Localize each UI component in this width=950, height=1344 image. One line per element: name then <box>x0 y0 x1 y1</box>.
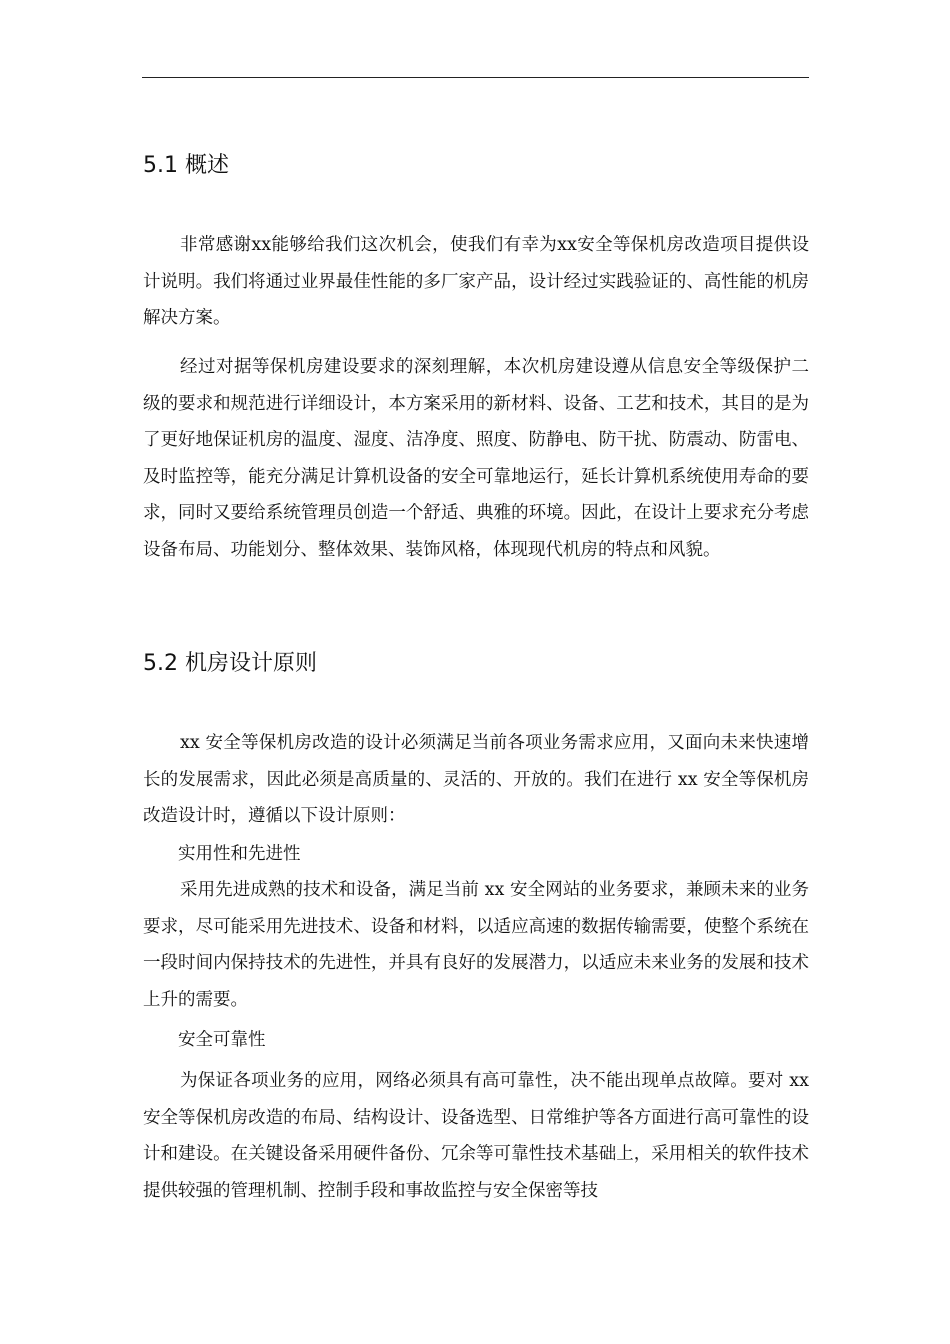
principle-title-reliability: 安全可靠性 <box>178 1030 266 1050</box>
paragraph-intro-thanks: 非常感谢xx能够给我们这次机会，使我们有幸为xx安全等保机房改造项目提供设计说明。我们将通过业界最佳性能的多厂家产品，设计经过实践验证的、高性能的机房解决方案。 <box>143 235 809 328</box>
principle-body-practicality: 采用先进成熟的技术和设备，满足当前 xx 安全网站的业务要求，兼顾未来的业务要求，尽可能采用先进技术、设备和材料，以适应高速的数据传输需要，使整个系统在一段时间内保持技术的先进性，并具有良好的发展潜力，以适应未来业务的发展和技术上升的需要。 <box>143 880 809 1010</box>
principle-body-reliability: 为保证各项业务的应用，网络必须具有高可靠性，决不能出现单点故障。要对 xx 安全等保机房改造的布局、结构设计、设备选型、日常维护等各方面进行高可靠性的设计和建设。在关键设备采用硬件备份、冗余等可靠性技术基础上，采用相关的软件技术提供较强的管理机制、控制手段和事故监控与安全保密等技 <box>143 1071 809 1201</box>
section-heading-5-2: 5.2 机房设计原则 <box>143 651 317 676</box>
header-rule <box>142 77 809 78</box>
principle-title-practicality: 实用性和先进性 <box>178 844 301 864</box>
section-heading-5-1: 5.1 概述 <box>143 153 229 178</box>
paragraph-design-basis: 经过对据等保机房建设要求的深刻理解，本次机房建设遵从信息安全等级保护二级的要求和规范进行详细设计，本方案采用的新材料、设备、工艺和技术，其目的是为了更好地保证机房的温度、湿度、洁净度、照度、防静电、防干扰、防震动、防雷电、及时监控等，能充分满足计算机设备的安全可靠地运行，延长计算机系统使用寿命的要求，同时又要给系统管理员创造一个舒适、典雅的环境。因此，在设计上要求充分考虑设备布局、功能划分、整体效果、装饰风格，体现现代机房的特点和风貌。 <box>143 357 809 560</box>
paragraph-principles-intro: xx 安全等保机房改造的设计必须满足当前各项业务需求应用，又面向未来快速增长的发展需求，因此必须是高质量的、灵活的、开放的。我们在进行 xx 安全等保机房改造设计时，遵循以下设计原则： <box>143 733 809 826</box>
